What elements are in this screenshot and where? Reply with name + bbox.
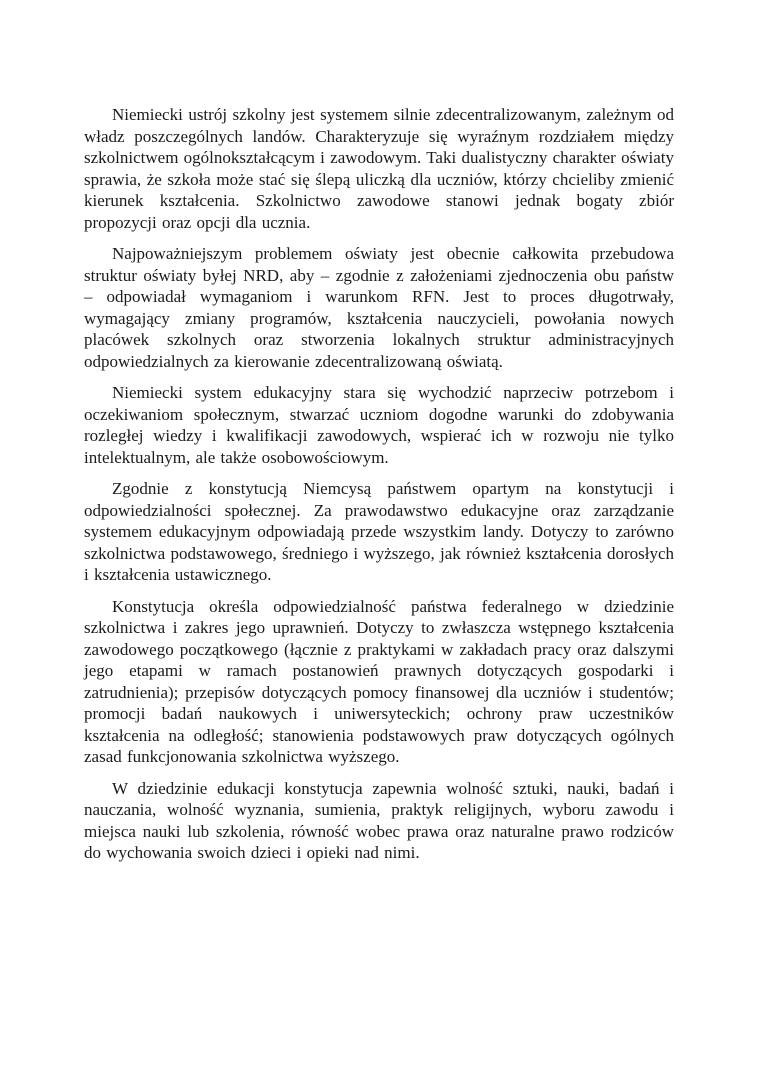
paragraph-education-goals: Niemiecki system edukacyjny stara się wychodzić naprzeciw potrzebom i oczekiwaniom społecznym, stwarzać uczniom dogodne warunki do zdobywania rozległej wiedzy i kwalifikacji zawodowych, wspierać ich w rozwoju nie tylko intelektualnym, ale także osobowościowym.	[84, 383, 674, 467]
paragraph-federal-responsibility: Konstytucja określa odpowiedzialność państwa federalnego w dziedzinie szkolnictwa i zakres jego uprawnień. Dotyczy to zwłaszcza wstępnego kształcenia zawodowego początkowego (łącznie z praktykami w zakładach pracy oraz dalszymi jego etapami w ramach postanowień prawnych dotyczących gospodarki i zatrudnienia); przepisów dotyczących pomocy finansowej dla uczniów i studentów; promocji badań naukowych i uniwersyteckich; ochrony praw uczestników kształcenia na odległość; stanowienia podstawowych praw dotyczących ogólnych zasad funkcjonowania szkolnictwa wyższego.	[84, 596, 674, 766]
paragraph-constitutional-freedoms: W dziedzinie edukacji konstytucja zapewnia wolność sztuki, nauki, badań i nauczania, wolność wyznania, sumienia, praktyk religijnych, wyboru zawodu i miejsca nauki lub szkolenia, równość wobec prawa oraz naturalne prawo rodziców do wychowania swoich dzieci i opieki nad nimi.	[84, 778, 674, 862]
paragraph-school-system: Niemiecki ustrój szkolny jest systemem silnie zdecentralizowanym, zależnym od władz poszczególnych landów. Charakteryzuje się wyraźnym rozdziałem między szkolnictwem ogólnokształcącym i zawodowym. Taki dualistyczny charakter oświaty sprawia, że szkoła może stać się ślepą uliczką dla uczniów, którzy chcieliby zmienić kierunek kształcenia. Szkolnictwo zawodowe stanowi jednak bogaty zbiór propozycji oraz opcji dla ucznia.	[84, 105, 674, 232]
paragraph-nrd-restructuring: Najpoważniejszym problemem oświaty jest obecnie całkowita przebudowa struktur oświaty byłej NRD, aby – zgodnie z założeniami zjednoczenia obu państw – odpowiadał wymaganiom i warunkom RFN. Jest to proces długotrwały, wymagający zmiany programów, kształcenia nauczycieli, powołania nowych placówek szkolnych oraz stworzenia lokalnych struktur administracyjnych odpowiedzialnych za kierowanie zdecentralizowaną oświatą.	[84, 244, 674, 371]
paragraph-constitution-landy: Zgodnie z konstytucją Niemcysą państwem opartym na konstytucji i odpowiedzialności społecznej. Za prawodawstwo edukacyjne oraz zarządzanie systemem edukacyjnym odpowiadają przede wszystkim landy. Dotyczy to zarówno szkolnictwa podstawowego, średniego i wyższego, jak również kształcenia dorosłych i kształcenia ustawicznego.	[84, 479, 674, 584]
text-block	[84, 104, 674, 874]
